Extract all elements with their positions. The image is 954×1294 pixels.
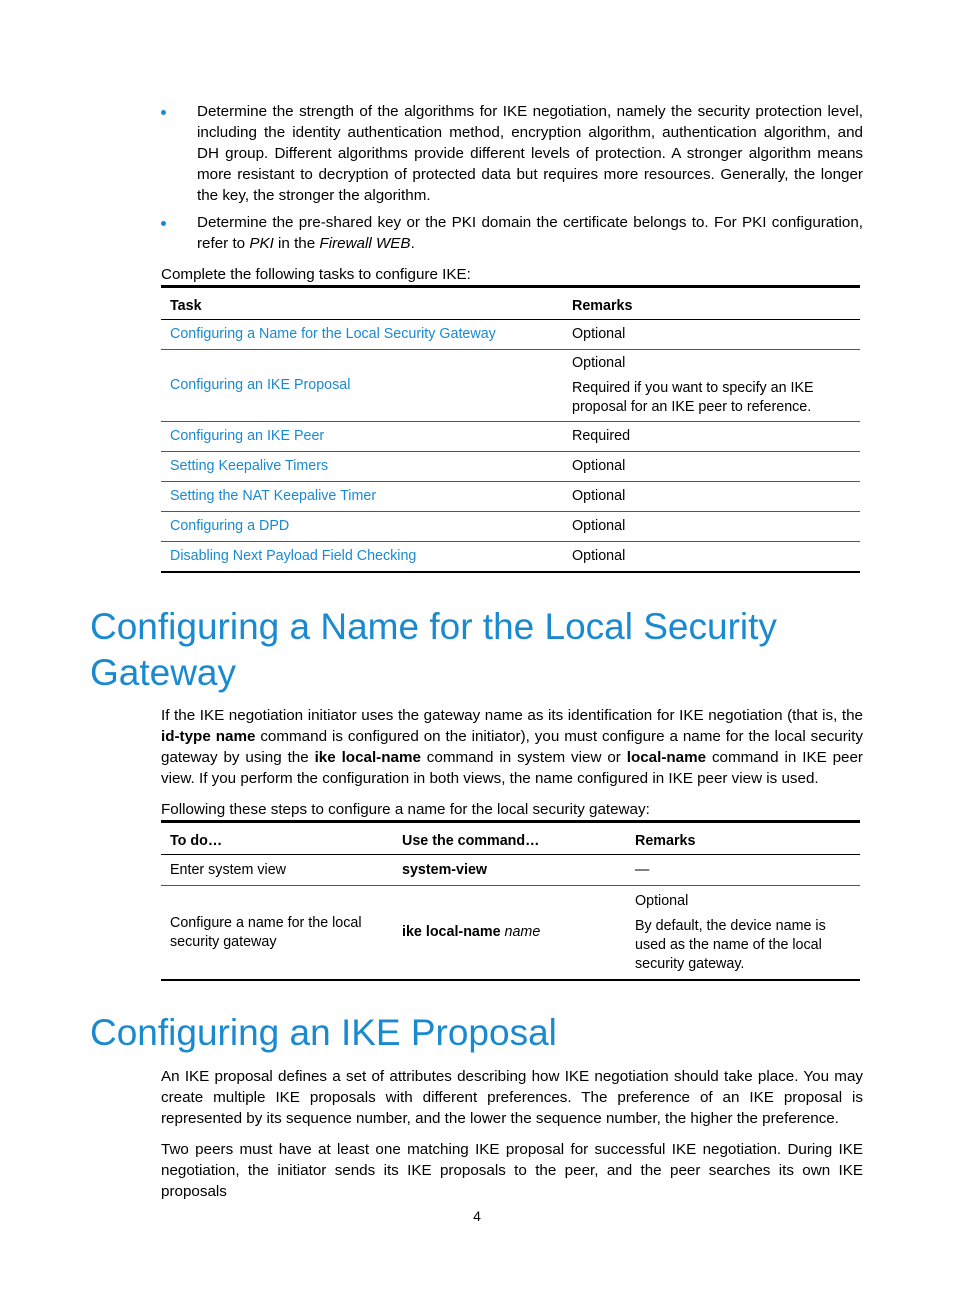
todo-cell: Configure a name for the local security gateway: [161, 886, 393, 981]
bullet-text-part: .: [410, 235, 415, 252]
bullet-item-preshared-key: [161, 212, 863, 254]
task-link-dpd[interactable]: Configuring a DPD: [170, 518, 290, 534]
page-number: 4: [473, 1208, 481, 1224]
table-row: [161, 482, 860, 512]
task-link-keepalive-timers[interactable]: Setting Keepalive Timers: [170, 458, 329, 474]
command-cell: system-view: [393, 855, 626, 886]
remarks-column-header: Remarks: [626, 822, 860, 855]
bullet-list: [161, 101, 863, 254]
section2-paragraph-2: Two peers must have at least one matching IKE proposal for successful IKE negotiation. During IKE negotiation, the initiator sends its IKE proposals to the peer, and the peer searches its own IKE proposals: [161, 1141, 863, 1200]
task-remark: Optional: [563, 542, 860, 573]
command-cell: [393, 886, 626, 981]
command-table-header-row: [161, 822, 860, 855]
bullet-dot-icon: [161, 110, 166, 115]
remark-cell: —: [626, 855, 860, 886]
table-row: [161, 855, 860, 886]
table-row: [161, 886, 860, 981]
bullet-dot-icon: [161, 221, 166, 226]
text-run: If the IKE negotiation initiator uses the gateway name as its identification for IKE negotiation (that is, the: [161, 707, 863, 724]
task-link-next-payload[interactable]: Disabling Next Payload Field Checking: [170, 548, 417, 564]
table-row: [161, 452, 860, 482]
remarks-column-header: Remarks: [563, 287, 860, 320]
text-run: command in system view or: [420, 749, 627, 766]
steps-intro: Following these steps to configure a name for the local security gateway:: [161, 801, 650, 818]
command-column-header: Use the command…: [393, 822, 626, 855]
command-keyword: ike local-name: [402, 924, 501, 940]
table-row: [161, 422, 860, 452]
task-link-local-gateway-name[interactable]: Configuring a Name for the Local Security Gateway: [170, 326, 496, 342]
section2-body: [161, 1066, 863, 1202]
remark-note: By default, the device name is used as the name of the local security gateway.: [635, 917, 826, 972]
tasks-intro-container: [161, 264, 863, 285]
tasks-intro: Complete the following tasks to configure IKE:: [161, 266, 471, 283]
task-remark: Optional: [563, 452, 860, 482]
task-link-ike-proposal[interactable]: Configuring an IKE Proposal: [170, 377, 351, 393]
text-run: command is configured on the initiator), you must configure a name for the local security gateway by using the: [161, 728, 863, 766]
task-remark: Optional: [563, 512, 860, 542]
command-keyword: ike local-name: [314, 749, 421, 766]
task-remark: Required: [563, 422, 860, 452]
todo-column-header: To do…: [161, 822, 393, 855]
bullet-list-container: [161, 101, 863, 260]
table-row: [161, 542, 860, 573]
section1-body: [161, 705, 863, 820]
task-remark: Optional: [572, 355, 626, 371]
command-table: [161, 820, 860, 981]
section1-paragraph: [161, 705, 863, 789]
command-keyword: id-type name: [161, 728, 256, 745]
task-remark: Optional: [563, 482, 860, 512]
text-run: command in IKE peer view. If you perform the configuration in both views, the name configured in IKE peer view is used.: [161, 749, 863, 787]
bullet-item-algorithm-strength: [161, 101, 863, 206]
task-table: [161, 285, 860, 573]
bullet-text-part: Determine the pre-shared key or the PKI domain the certificate belongs to. For PKI configuration, refer to: [197, 214, 863, 252]
section2-paragraph-1: An IKE proposal defines a set of attributes describing how IKE negotiation should take place. You may create multiple IKE proposals with different preferences. The preference of an IKE proposal is represented by its sequence number, and the lower the sequence number, the higher the preference.: [161, 1068, 863, 1127]
bullet-text-part: in the: [273, 235, 320, 252]
table-row: [161, 512, 860, 542]
todo-cell: Enter system view: [161, 855, 393, 886]
remark-cell: [626, 886, 860, 981]
task-remark-block: [572, 354, 851, 417]
bullet-text: Determine the strength of the algorithms for IKE negotiation, namely the security protection level, including the identity authentication method, encryption algorithm, authentication algorithm, and DH group. Different algorithms provide different levels of protection. A stronger algorithm means more resistant to decryption of protected data but requires more resources. Generally, the longer the key, the stronger the algorithm.: [197, 103, 863, 204]
task-link-nat-keepalive[interactable]: Setting the NAT Keepalive Timer: [170, 488, 377, 504]
remark-block: [635, 892, 851, 974]
command-keyword: local-name: [626, 749, 707, 766]
task-remark-note: Required if you want to specify an IKE proposal for an IKE peer to reference.: [572, 380, 814, 415]
heading-line: Configuring a Name for the Local Security: [90, 606, 777, 647]
section-heading-ike-proposal: Configuring an IKE Proposal: [90, 1012, 557, 1053]
firewall-web-reference: Firewall WEB: [319, 235, 411, 252]
task-column-header: Task: [161, 287, 563, 320]
table-row: [161, 350, 860, 422]
table-row: [161, 320, 860, 350]
task-remark: Optional: [563, 320, 860, 350]
heading-line: Gateway: [90, 652, 237, 693]
remark-text: Optional: [635, 892, 689, 909]
section-heading-local-gateway-name: [90, 604, 777, 696]
task-link-ike-peer[interactable]: Configuring an IKE Peer: [170, 428, 325, 444]
task-table-header-row: [161, 287, 860, 320]
pki-reference: PKI: [249, 235, 274, 252]
command-argument: name: [504, 924, 541, 940]
